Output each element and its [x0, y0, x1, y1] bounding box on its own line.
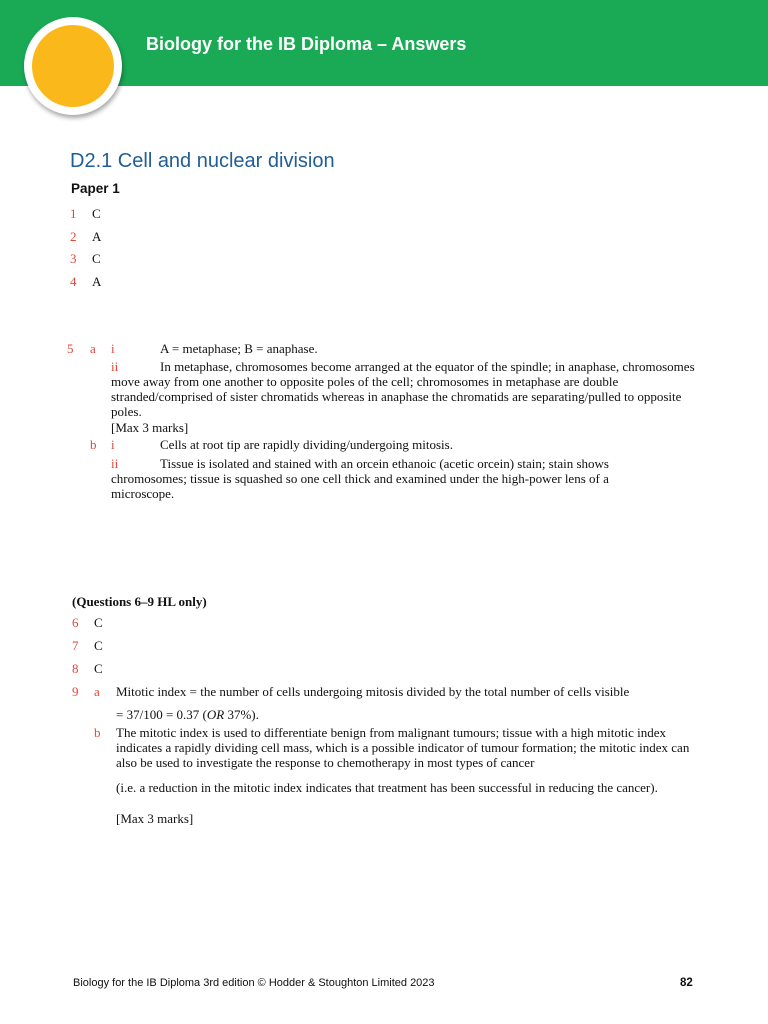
- subpart-label: i: [111, 437, 115, 452]
- answer: C: [94, 661, 103, 676]
- answer-text: Mitotic index = the number of cells undergoing mitosis divided by the total number of cells visible: [116, 684, 630, 699]
- question-number: 3: [70, 251, 77, 266]
- answer-paragraph: (i.e. a reduction in the mitotic index indicates that treatment has been successful in reducing the cancer).: [116, 780, 658, 795]
- part-label: b: [90, 437, 97, 452]
- marks-note: [Max 3 marks]: [111, 420, 189, 435]
- question-number: 9: [72, 684, 79, 699]
- question-number: 8: [72, 661, 79, 676]
- part-label: a: [90, 341, 96, 356]
- header-title: Biology for the IB Diploma – Answers: [146, 34, 467, 54]
- question-number: 7: [72, 638, 79, 653]
- answer: C: [92, 206, 101, 221]
- logo-disc: [32, 25, 114, 107]
- subpart-label: ii: [111, 456, 119, 471]
- answer: A: [92, 229, 102, 244]
- question-number: 1: [70, 206, 77, 221]
- answer-paragraph: The mitotic index is used to differentiate benign from malignant tumours; tissue with a high mitotic index indicates a rapidly dividing cell mass, which is a possible indicator of tumour formation; the mitotic index can also be used to investigate the response to chemotherapy in most types of cancer: [116, 725, 690, 770]
- answer-text: Cells at root tip are rapidly dividing/undergoing mitosis.: [160, 437, 453, 452]
- answer: C: [94, 615, 103, 630]
- question-number: 2: [70, 229, 77, 244]
- part-label: b: [94, 725, 101, 740]
- subpart-label: i: [111, 341, 115, 356]
- question-number: 6: [72, 615, 79, 630]
- subpart-label: ii: [111, 359, 119, 374]
- page-number: 82: [680, 977, 693, 989]
- hl-note: (Questions 6–9 HL only): [72, 594, 207, 609]
- answer-text: Tissue is isolated and stained with an orcein ethanoic (acetic orcein) stain; stain shows chromosomes; tissue is squashed so one cell thick and examined under the high-power lens of a microscope.: [111, 456, 609, 501]
- answer: C: [92, 251, 101, 266]
- calculation: = 37/100 = 0.37 (OR 37%).: [116, 707, 259, 722]
- question-number: 4: [70, 274, 77, 289]
- section-title: D2.1 Cell and nuclear division: [70, 150, 335, 172]
- answer-paragraph: [111, 359, 701, 419]
- part-label: a: [94, 684, 100, 699]
- answer-text: A = metaphase; B = anaphase.: [160, 341, 318, 356]
- footer-copyright: Biology for the IB Diploma 3rd edition © Hodder & Stoughton Limited 2023: [73, 977, 435, 989]
- question-number: 5: [67, 341, 74, 356]
- marks-note: [Max 3 marks]: [116, 811, 194, 826]
- answer-paragraph: [111, 456, 671, 501]
- answer: C: [94, 638, 103, 653]
- logo-circle-icon: [24, 17, 122, 115]
- answer: A: [92, 274, 102, 289]
- answer-text: In metaphase, chromosomes become arranged at the equator of the spindle; in anaphase, chromosomes move away from one another to opposite poles of the cell; chromosomes in metaphase are double stranded/comprised of sister chromatids whereas in anaphase the chromatids are separating/pulled to opposite poles.: [111, 359, 695, 419]
- paper-heading: Paper 1: [71, 181, 120, 196]
